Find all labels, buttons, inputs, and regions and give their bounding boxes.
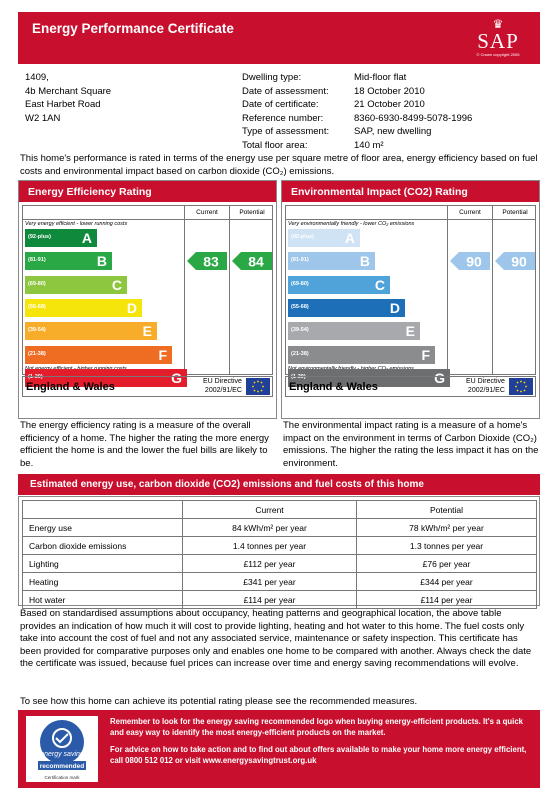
detail-row (242, 112, 472, 126)
panel-title: Environmental Impact (CO2) Rating (282, 181, 539, 202)
table-row (23, 591, 537, 609)
band-letter: E (142, 323, 152, 340)
detail-value: 21 October 2010 (354, 99, 425, 110)
detail-row (242, 98, 472, 112)
row-current: £341 per year (183, 573, 357, 591)
row-potential: £114 per year (357, 591, 537, 609)
eu-flag-icon (246, 378, 270, 395)
rating-band-f (25, 346, 172, 364)
rating-band-b (288, 252, 375, 270)
costs-table-box (18, 496, 540, 606)
band-letter: G (434, 369, 445, 386)
band-range: (81-91) (291, 257, 309, 264)
band-range: (21-38) (291, 350, 309, 357)
rating-band-c (25, 276, 127, 294)
eu-directive-line: 2002/91/EC (467, 386, 505, 394)
row-current: 84 kWh/m² per year (183, 519, 357, 537)
detail-value: 8360-6930-8499-5078-1996 (354, 112, 473, 124)
detail-value: 140 m² (354, 139, 384, 151)
band-letter: B (96, 253, 107, 270)
table-header-blank (23, 501, 183, 519)
region-label: England & Wales (289, 381, 378, 393)
certificate-title: Energy Performance Certificate (32, 21, 234, 36)
row-potential: £76 per year (357, 555, 537, 573)
panel-footer (285, 373, 536, 397)
potential-rating-value: 90 (511, 253, 527, 270)
detail-key: Date of assessment: (242, 85, 329, 97)
band-letter: D (126, 299, 137, 316)
rating-band-d (288, 299, 405, 317)
table-row (23, 537, 537, 555)
rating-band-b (25, 252, 112, 270)
band-letter: C (374, 276, 385, 293)
detail-value: Mid-floor flat (354, 72, 407, 83)
rating-band-e (25, 322, 157, 340)
detail-row (242, 139, 472, 153)
costs-table (22, 500, 537, 609)
row-label: Lighting (23, 555, 183, 573)
eu-directive (466, 378, 505, 395)
address-line: East Harbet Road (25, 99, 101, 110)
top-caption: Very energy efficient - lower running costs (25, 221, 128, 227)
energy-saving-text (110, 716, 530, 766)
detail-value: 18 October 2010 (354, 85, 425, 97)
band-range: (39-54) (28, 327, 46, 334)
band-letter: B (359, 253, 370, 270)
costs-section-title: Estimated energy use, carbon dioxide (CO2) emissions and fuel costs of this home (18, 474, 540, 495)
current-rating-pointer (187, 252, 227, 270)
band-range: (92-plus) (28, 234, 51, 240)
row-current: 1.4 tonnes per year (183, 537, 357, 555)
potential-rating-pointer (495, 252, 535, 270)
address-line: 4b Merchant Square (25, 85, 112, 97)
current-rating-value: 83 (203, 253, 219, 270)
region-label: England & Wales (26, 381, 115, 393)
band-letter: F (158, 346, 167, 363)
eu-directive (203, 378, 242, 395)
row-label: Heating (23, 573, 183, 591)
detail-row (242, 85, 472, 99)
current-column-header: Current (196, 209, 218, 216)
dwelling-details (242, 71, 472, 152)
logo-line2: recommended (39, 763, 85, 770)
potential-column-header: Potential (239, 209, 265, 216)
row-current: £112 per year (183, 555, 357, 573)
detail-key: Reference number: (242, 112, 324, 124)
eu-directive-line: EU Directive (466, 378, 505, 385)
sap-logo-text: SAP (477, 29, 519, 53)
detail-key: Dwelling type: (242, 72, 302, 83)
esr-paragraph: Remember to look for the energy saving recommended logo when buying energy-efficient products. It's a quick and easy way to identify the most energy-efficient products on the market. (110, 717, 523, 737)
band-range: (81-91) (28, 257, 46, 264)
potential-column-header: Potential (502, 209, 528, 216)
row-label: Hot water (23, 591, 183, 609)
row-label: Carbon dioxide emissions (23, 537, 183, 555)
table-header-row (23, 501, 537, 519)
panel-title: Energy Efficiency Rating (19, 181, 276, 202)
logo-mark: Certification mark (44, 775, 80, 780)
crown-icon: ♛ (492, 17, 504, 31)
property-address (25, 71, 111, 125)
rating-band-a (25, 229, 97, 247)
logo-line1: energy saving (40, 751, 84, 758)
band-range: (39-54) (291, 327, 309, 334)
row-current: £114 per year (183, 591, 357, 609)
detail-key: Type of assessment: (242, 126, 330, 137)
energy-saving-banner (18, 710, 540, 788)
band-range: (55-68) (28, 303, 46, 310)
costs-explanation: Based on standardised assumptions about occupancy, heating patterns and geographical location, the above table provides an indication of how much it will cost to provide lighting, heating and hot water to this home. The fuel costs only take into account the cost of fuel and not any associated service, maintenance or safety inspection. This certificate has been provided for comparative purposes only and enables one home to be compared with another. Always check the date the certificate was issued, because fuel prices can increase over time and energy saving recommendations will evolve. (20, 608, 532, 669)
table-row (23, 519, 537, 537)
intro-text: This home's performance is rated in terms of the energy use per square metre of floor area, energy efficiency based on fuel costs and environmental impact based on carbon dioxide (CO₂) emissions. (20, 153, 538, 177)
energy-efficiency-description: The energy efficiency rating is a measure of the overall efficiency of a home. The higher the rating the more energy efficient the home is and the lower the fuel bills are likely to be. (20, 420, 269, 469)
rating-band-a (288, 229, 360, 247)
potential-rating-value: 84 (248, 253, 264, 270)
band-range: (55-68) (291, 303, 309, 310)
row-potential: £344 per year (357, 573, 537, 591)
sap-logo (468, 18, 528, 62)
energy-saving-recommended-logo (26, 716, 98, 782)
band-letter: C (111, 276, 122, 293)
band-range: (69-80) (28, 280, 46, 287)
band-letter: A (81, 230, 92, 246)
energy-efficiency-panel (18, 180, 277, 419)
detail-row (242, 125, 472, 139)
band-letter: E (405, 323, 415, 340)
detail-row (242, 71, 472, 85)
rating-band-e (288, 322, 420, 340)
rating-band-c (288, 276, 390, 294)
eu-directive-line: EU Directive (203, 378, 242, 385)
band-letter: D (389, 299, 400, 316)
band-letter: F (421, 346, 430, 363)
detail-value: SAP, new dwelling (354, 126, 432, 137)
rating-band-d (25, 299, 142, 317)
band-range: (1-20) (291, 373, 306, 380)
row-label: Energy use (23, 519, 183, 537)
band-letter: A (344, 230, 355, 246)
panel-footer (22, 373, 273, 397)
certificate-header (18, 12, 540, 64)
see-how-text: To see how this home can achieve its potential rating please see the recommended measures. (20, 696, 418, 707)
row-potential: 78 kWh/m² per year (357, 519, 537, 537)
eu-flag-icon (509, 378, 533, 395)
band-range: (21-38) (28, 350, 46, 357)
table-row (23, 573, 537, 591)
esr-paragraph: For advice on how to take action and to find out about offers available to make your home more energy efficient, call 0800 512 012 or visit www.energysavingtrust.org.uk (110, 745, 527, 765)
row-potential: 1.3 tonnes per year (357, 537, 537, 555)
environmental-impact-panel (281, 180, 540, 419)
sap-copyright: © Crown copyright 2005 (476, 52, 520, 57)
table-header-current: Current (183, 501, 357, 519)
detail-key: Total floor area: (242, 139, 308, 151)
potential-rating-pointer (232, 252, 272, 270)
environmental-impact-description: The environmental impact rating is a measure of a home's impact on the environment in terms of Carbon Dioxide (CO₂) emissions. The higher the rating the less impact it has on the environment. (283, 420, 539, 469)
table-row (23, 555, 537, 573)
table-header-potential: Potential (357, 501, 537, 519)
band-range: (69-80) (291, 280, 309, 287)
band-range: (1-20) (28, 373, 43, 380)
band-range: (92-plus) (291, 234, 314, 240)
rating-band-f (288, 346, 435, 364)
eu-directive-line: 2002/91/EC (204, 386, 242, 394)
address-line: 1409, (25, 72, 49, 83)
current-column-header: Current (459, 209, 481, 216)
top-caption: Very environmentally friendly - lower CO₂ emissions (288, 221, 415, 227)
current-rating-pointer (450, 252, 490, 270)
band-letter: G (171, 369, 182, 386)
current-rating-value: 90 (466, 253, 482, 270)
detail-key: Date of certificate: (242, 99, 319, 110)
address-line: W2 1AN (25, 112, 61, 124)
